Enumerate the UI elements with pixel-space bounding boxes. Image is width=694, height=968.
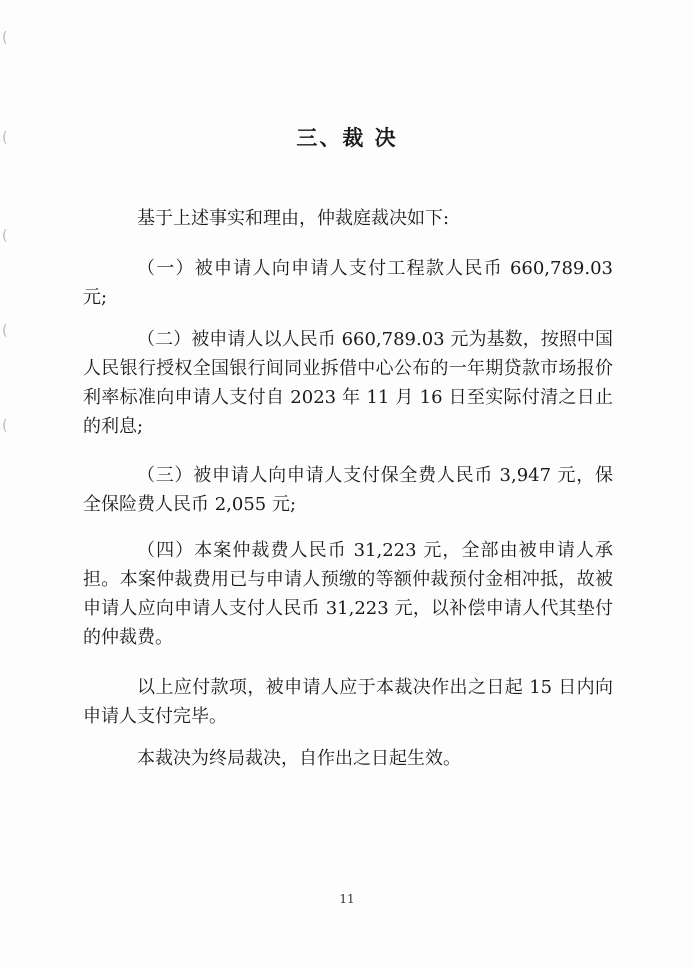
award-item-text: （二）被申请人以人民币 660,789.03 元为基数，按照中国人民银行授权全国银行间同业拆借中心公布的一年期贷款市场报价利率标准向申请人支付自 2023 年 11 月 16 日至实际付清之日止的利息; bbox=[83, 329, 613, 437]
intro-paragraph bbox=[83, 204, 613, 233]
binding-hole-mark: ( bbox=[2, 323, 8, 339]
award-item-1 bbox=[83, 254, 613, 312]
finality-paragraph bbox=[83, 744, 613, 773]
intro-text: 基于上述事实和理由，仲裁庭裁决如下: bbox=[137, 208, 450, 229]
award-item-2 bbox=[83, 325, 613, 441]
award-item-4 bbox=[83, 536, 613, 652]
award-item-text: （三）被申请人向申请人支付保全费人民币 3,947 元，保全保险费人民币 2,055 元; bbox=[83, 465, 613, 515]
award-item-text: （四）本案仲裁费人民币 31,223 元，全部由被申请人承担。本案仲裁费用已与申请人预缴的等额仲裁预付金相冲抵，故被申请人应向申请人支付人民币 31,223 元，以补偿申请人代其垫付的仲裁费。 bbox=[83, 540, 613, 648]
section-title: 三、裁 决 bbox=[296, 125, 398, 150]
binding-hole-mark: ( bbox=[2, 30, 8, 46]
binding-hole-mark: ( bbox=[2, 130, 8, 146]
binding-hole-mark: ( bbox=[2, 228, 8, 244]
finality-text: 本裁决为终局裁决，自作出之日起生效。 bbox=[137, 748, 461, 769]
page-number: 11 bbox=[339, 892, 355, 906]
payment-deadline-paragraph bbox=[83, 673, 613, 731]
payment-deadline-text: 以上应付款项，被申请人应于本裁决作出之日起 15 日内向申请人支付完毕。 bbox=[83, 677, 613, 727]
binding-hole-mark: ( bbox=[2, 418, 8, 434]
award-item-text: （一）被申请人向申请人支付工程款人民币 660,789.03 元; bbox=[83, 258, 613, 308]
award-item-3 bbox=[83, 461, 613, 519]
